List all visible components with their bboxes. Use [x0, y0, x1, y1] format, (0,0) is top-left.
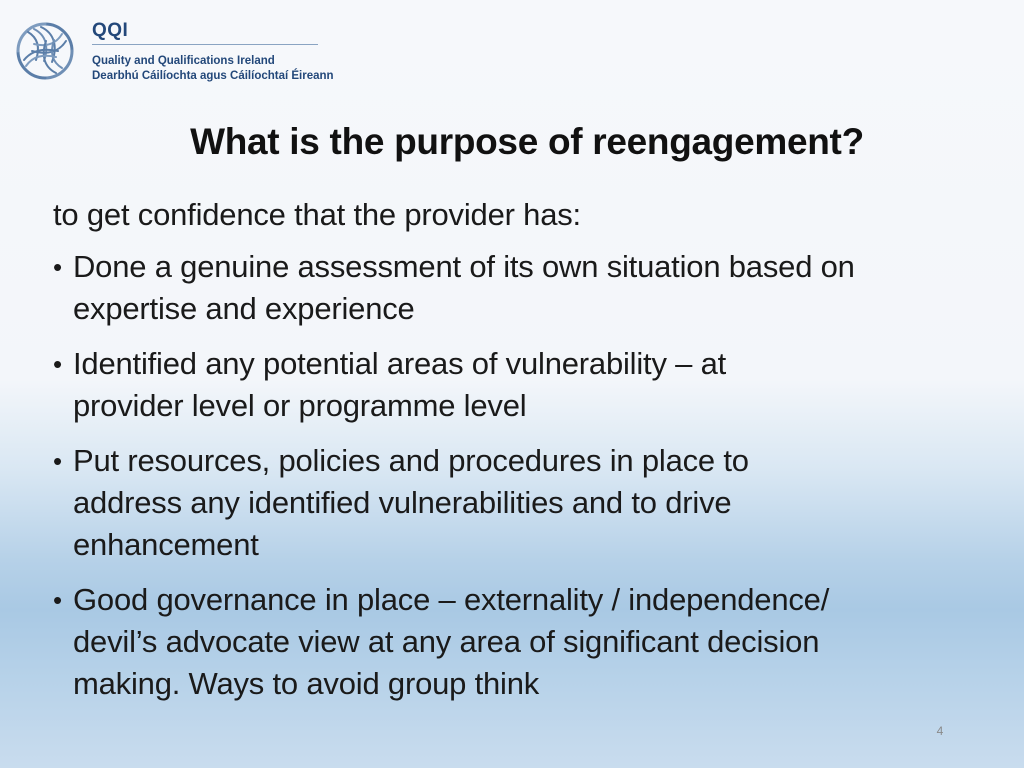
- bullet-icon: •: [53, 585, 62, 615]
- brand-name-irish: Dearbhú Cáilíochta agus Cáilíochtaí Éireann: [92, 70, 334, 82]
- bullet-icon: •: [53, 446, 62, 476]
- bullet-icon: •: [53, 252, 62, 282]
- bullet-line: making. Ways to avoid group think: [73, 666, 540, 701]
- bullet-line: enhancement: [73, 527, 259, 562]
- bullet-line: expertise and experience: [73, 291, 415, 326]
- intro-text: to get confidence that the provider has:: [53, 197, 581, 232]
- bullet-item: [53, 440, 1003, 566]
- brand-name: QQI: [92, 20, 129, 41]
- bullet-item: [53, 579, 1003, 705]
- qqi-swirl-logo-icon: [14, 20, 76, 82]
- bullet-item: [53, 343, 1003, 427]
- bullet-line: Put resources, policies and procedures in place to: [73, 443, 749, 478]
- page-number: 4: [936, 724, 944, 738]
- brand-block: [92, 20, 334, 84]
- brand-name-english: Quality and Qualifications Ireland: [92, 55, 275, 67]
- bullet-list: [53, 246, 1003, 705]
- bullet-icon: •: [53, 349, 62, 379]
- bullet-line: address any identified vulnerabilities and to drive: [73, 485, 732, 520]
- bullet-line: Identified any potential areas of vulnerability – at: [73, 346, 727, 381]
- bullet-line: provider level or programme level: [73, 388, 527, 423]
- brand-divider: [92, 44, 318, 45]
- bullet-item: [53, 246, 1003, 330]
- bullet-line: Good governance in place – externality / independence/: [73, 582, 830, 617]
- bullet-line: devil’s advocate view at any area of significant decision: [73, 624, 820, 659]
- slide-body: [53, 194, 1003, 718]
- bullet-line: Done a genuine assessment of its own situation based on: [73, 249, 855, 284]
- slide-title: What is the purpose of reengagement?: [190, 121, 864, 162]
